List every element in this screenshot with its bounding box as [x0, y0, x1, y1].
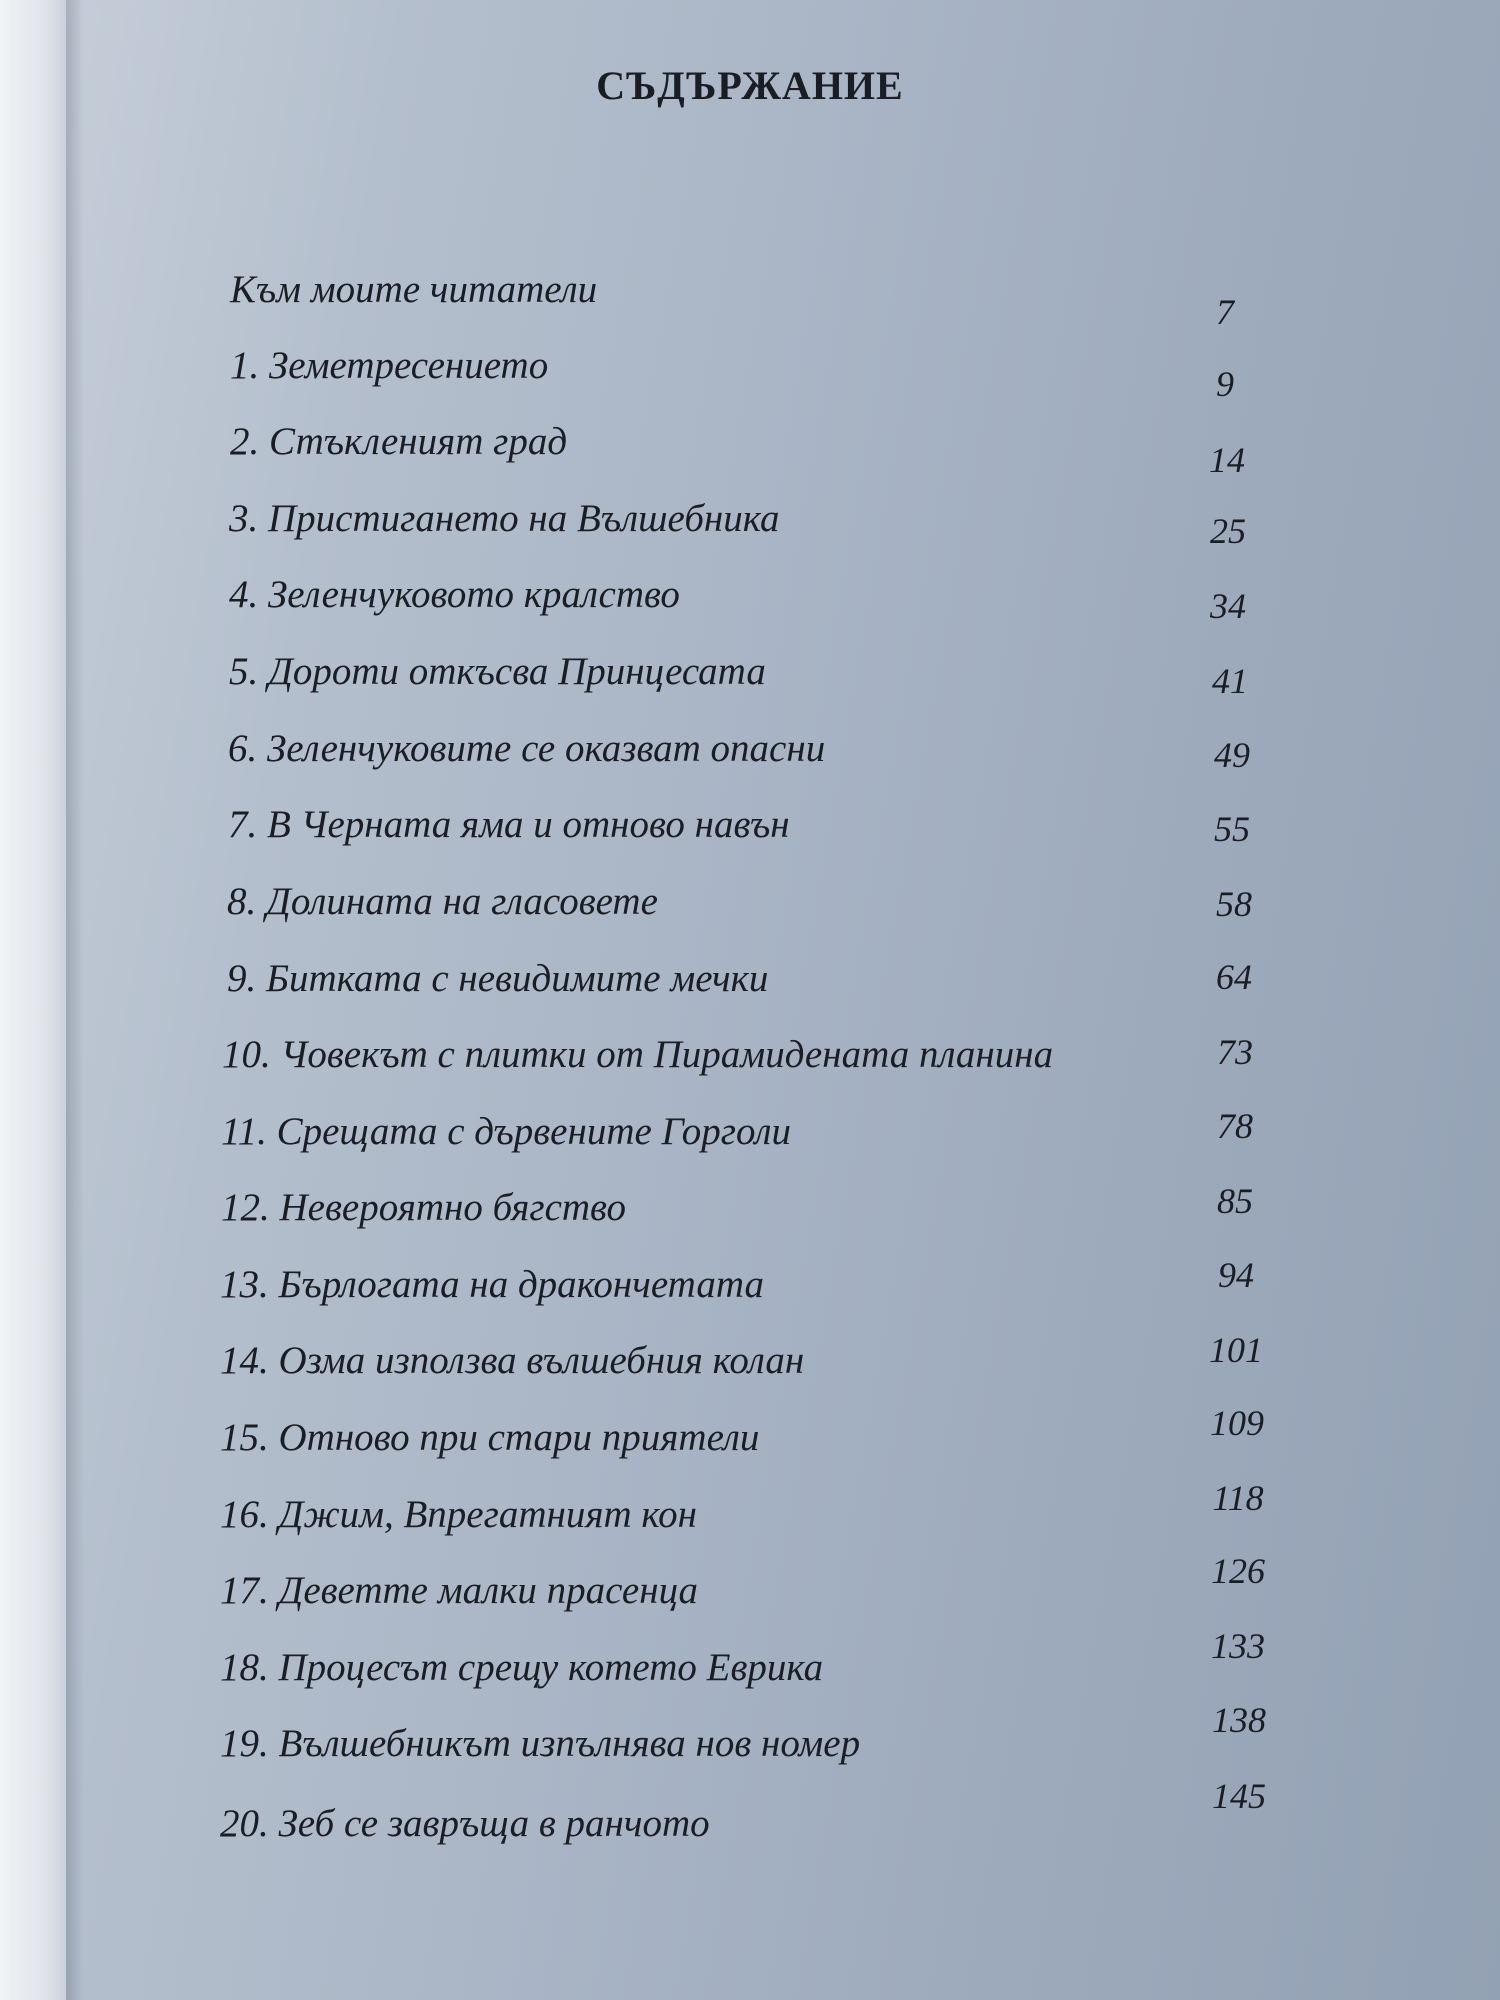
toc-entry-title: 16. Джим, Впрегатният кон [220, 1493, 697, 1536]
toc-entry-page: 94 [1218, 1255, 1254, 1295]
toc-entry [0, 571, 1500, 631]
toc-entry [0, 725, 1500, 785]
toc-entry [0, 648, 1500, 708]
toc-entry-title: 6. Зеленчуковите се оказват опасни [228, 727, 826, 770]
toc-entry-page: 64 [1216, 957, 1252, 997]
toc-entry-title: 14. Озма използва вълшебния колан [220, 1339, 805, 1382]
toc-entry-title: 1. Земетресението [230, 344, 549, 387]
toc-entry [0, 1478, 1500, 1551]
toc-entry-page: 85 [1217, 1181, 1253, 1221]
toc-entry-title: Към моите читатели [230, 268, 598, 311]
toc-entry-page: 14 [1209, 440, 1245, 480]
toc-entry [0, 1700, 1500, 1780]
toc-entry [0, 1551, 1500, 1627]
toc-entry-title: 20. Зеб се завръща в ранчото [220, 1802, 710, 1845]
toc-entry-title: 18. Процесът срещу котето Еврика [220, 1646, 824, 1689]
toc-entry-page: 118 [1212, 1478, 1264, 1518]
toc-entry-page: 58 [1216, 884, 1252, 924]
toc-entry [0, 342, 1500, 402]
toc-entry-page: 55 [1214, 809, 1250, 849]
toc-entry-page: 7 [1216, 292, 1234, 332]
toc-entry [0, 418, 1500, 478]
toc-entry-page: 49 [1214, 735, 1250, 775]
toc-entry-title: 4. Зеленчуковото кралство [229, 573, 680, 616]
toc-entry-page: 25 [1210, 511, 1246, 551]
toc-entry-page: 34 [1210, 586, 1246, 626]
toc-entry-title: 3. Пристигането на Вълшебника [229, 497, 780, 540]
toc-entry [0, 1403, 1500, 1474]
toc-entry [0, 1776, 1500, 1860]
toc-entry-page: 9 [1216, 364, 1234, 404]
toc-entry-title: 11. Срещата с дървените Горголи [221, 1110, 791, 1153]
toc-entry [0, 1108, 1500, 1168]
toc-entry [0, 266, 1500, 332]
toc-entry-page: 133 [1211, 1626, 1265, 1666]
toc-entry-title: 10. Човекът с плитки от Пирамидената планина [222, 1033, 1054, 1076]
toc-entry-page: 101 [1209, 1330, 1263, 1370]
toc-entry-page: 73 [1217, 1032, 1253, 1072]
toc-entry-title: 12. Невероятно бягство [221, 1186, 626, 1229]
toc-entry [0, 1330, 1500, 1397]
toc-entry [0, 878, 1500, 938]
toc-entry [0, 1255, 1500, 1321]
toc-entry-page: 78 [1217, 1106, 1253, 1146]
toc-entry-title: 13. Бърлогата на дракончетата [220, 1263, 764, 1306]
toc-entry [0, 1626, 1500, 1704]
toc-entry-title: 9. Битката с невидимите мечки [227, 957, 769, 1000]
page-title: СЪДЪРЖАНИЕ [596, 63, 904, 108]
toc-entry-title: 7. В Черната яма и отново навън [228, 803, 790, 846]
toc-entry-title: 5. Дороти откъсва Принцесата [229, 650, 766, 693]
toc-entry [0, 955, 1500, 1015]
toc-entry-title: 19. Вълшебникът изпълнява нов номер [220, 1722, 861, 1765]
toc-entry-page: 145 [1212, 1776, 1266, 1816]
toc-entry-title: 2. Стъкленият град [230, 420, 568, 463]
toc-entry [0, 801, 1500, 861]
toc-entry-page: 126 [1211, 1551, 1265, 1591]
toc-entry [0, 495, 1500, 555]
toc-entry-page: 109 [1210, 1403, 1264, 1443]
toc-entry-title: 17. Деветте малки прасенца [220, 1569, 699, 1612]
toc-entry-title: 8. Долината на гласовете [227, 880, 658, 923]
toc-entry-page: 41 [1212, 661, 1248, 701]
toc-entry [0, 1031, 1500, 1091]
toc-entry-page: 138 [1212, 1700, 1266, 1740]
toc-entry-title: 15. Отново при стари приятели [220, 1416, 760, 1459]
toc-entry [0, 1181, 1500, 1244]
